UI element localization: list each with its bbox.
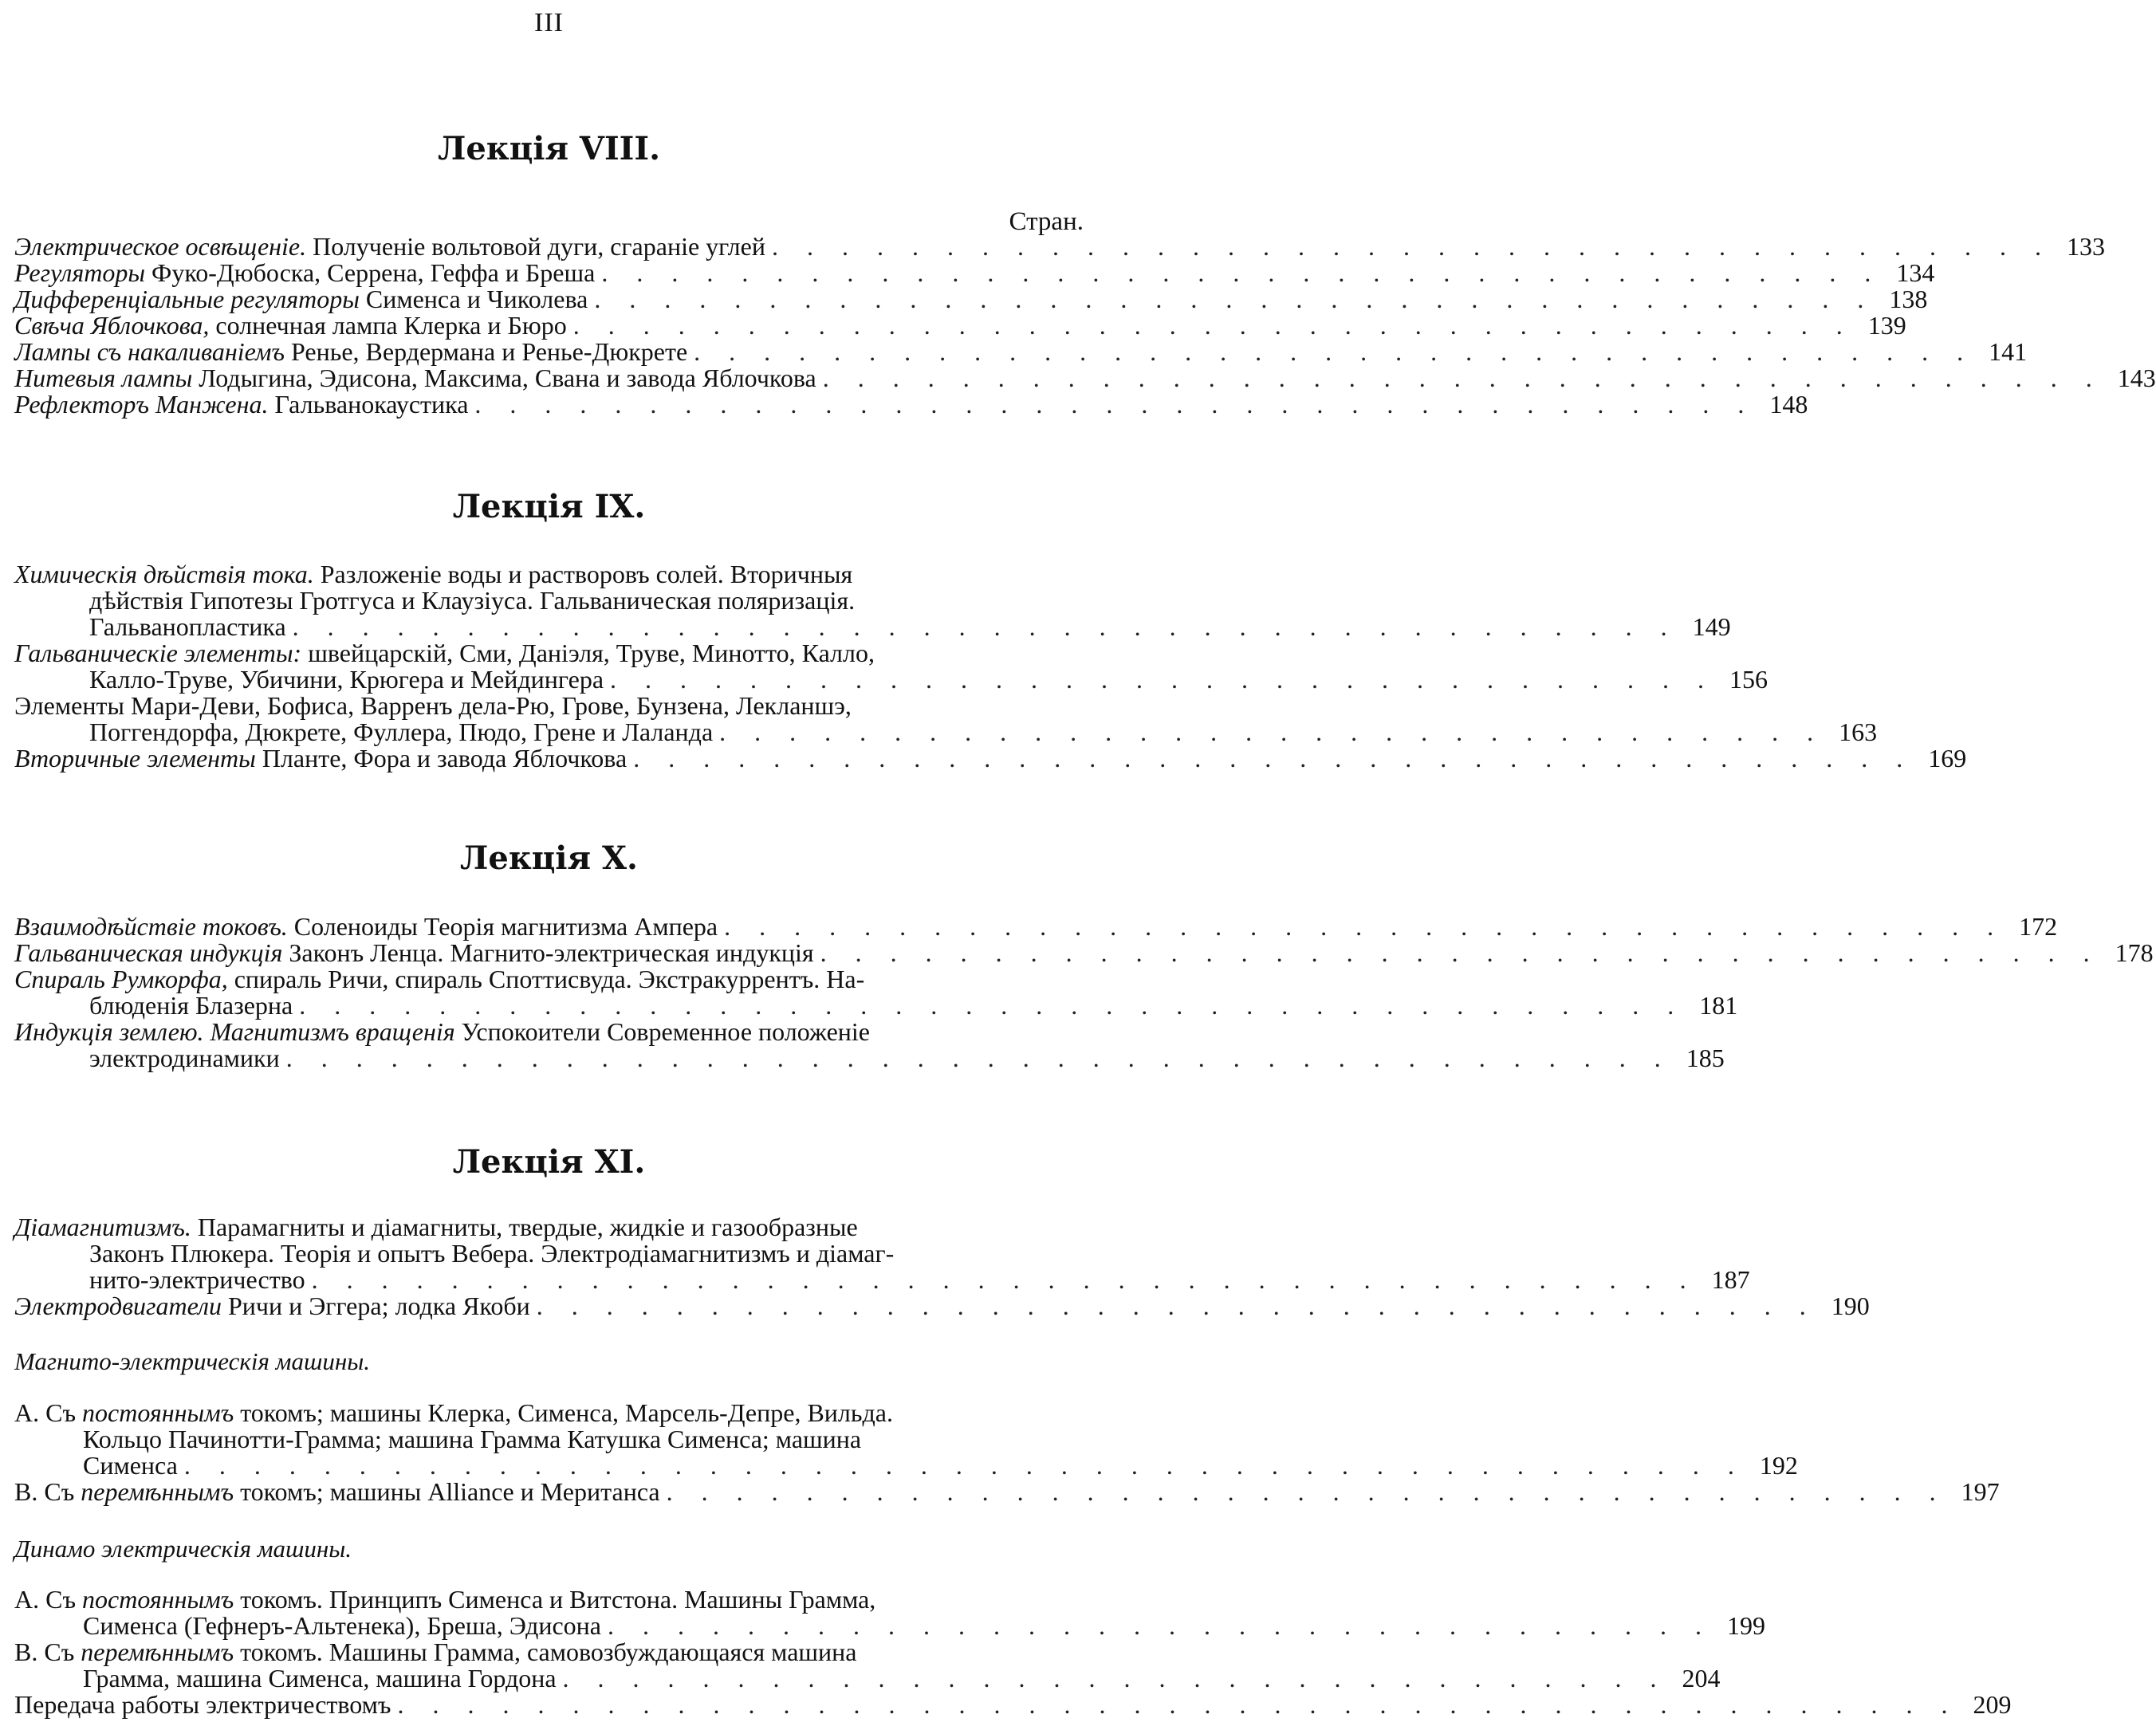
entry-italic: Электрическое освѣщеніе. [14,232,307,261]
toc-entry [14,285,1928,313]
entry-continuation: Гальванопластика [89,612,286,641]
lecture-title: Лекція VIII. [437,130,661,167]
toc-entry [14,1398,1798,1480]
entry-continuation: Кольцо Пачинотти-Грамма; машина Грамма Катушка Сименса; машина [83,1425,862,1453]
entry-text: спираль Ричи, спираль Споттисвуда. Экстракуррентъ. На- [227,965,865,993]
entry-text: Законъ Ленца. Магнито-электрическая индукція [282,938,814,967]
entry-italic: Нитевыя лампы [14,364,193,392]
toc-entry [14,691,1878,746]
toc-entry [14,337,2028,366]
entry-continuation: Грамма, машина Сименса, машина Гордона [83,1664,557,1693]
entry-prefix: B. Съ [14,1477,81,1506]
toc-entry [14,311,1906,340]
entry-italic: постояннымъ [82,1585,234,1614]
entry-page: 139 [1867,311,1906,340]
entry-italic: Вторичные элементы [14,744,256,773]
entry-continuation: нито-электричество [89,1265,305,1294]
entry-italic: Гальваническіе элементы: [14,639,302,667]
entry-text: Ренье, Вердермана и Ренье-Дюкрете [285,337,688,366]
entry-text: Планте, Фора и завода Яблочкова [255,744,628,773]
entry-page: 141 [1989,337,2028,366]
entry-continuation: электродинамики [89,1044,280,1072]
leader-dots: . . . . . . . . . . . . . . . . . . . . . . . . . . . . . . . . . . . . . [633,744,1914,773]
toc-entry [14,258,1935,287]
entry-page: 169 [1928,744,1967,773]
entry-text: Ричи и Эггера; лодка Якоби [221,1292,530,1320]
leader-dots: . . . . . . . . . . . . . . . . . . . . . . . . . . . . . . . . . . . . . . . . [285,1044,1672,1072]
entry-text: Фуко-Дюбоска, Серрена, Геффа и Бреша [145,258,596,287]
entry-text: Элементы Мари-Деви, Бофиса, Варренъ дела-Рю, Грове, Бунзена, Лекланшэ, [14,691,852,720]
leader-dots: . . . . . . . . . . . . . . . . . . . . . . . . . . . . . . . . . . . . . [820,938,2101,967]
leader-dots: . . . . . . . . . . . . . . . . . . . . . . . . . . . . . . . . . . . . . [724,912,2005,941]
entry-italic: Взаимодѣйствіе токовъ. [14,912,288,941]
entry-text: швейцарскій, Сми, Даніэля, Труве, Минотто, Калло, [301,639,875,667]
lecture-title: Лекція IX. [452,488,646,525]
page-column-header: Стран. [1009,207,1084,236]
toc-entry [14,1637,1721,1693]
entry-text: токомъ; машины Alliance и Меританса [234,1477,660,1506]
leader-dots: . . . . . . . . . . . . . . . . . . . . . . . . . . . . . . . . . . . . . [666,1477,1947,1506]
entry-italic: перемѣннымъ [81,1477,234,1506]
leader-dots: . . . . . . . . . . . . . . . . . . . . . . . . . . . . . . . . . . . . . [572,311,1854,340]
entry-text: токомъ. Машины Грамма, самовозбуждающаяся машина [234,1637,857,1666]
entry-continuation: Сименса (Гефнеръ-Альтенека), Бреша, Эдисона [83,1611,601,1640]
entry-italic: перемѣннымъ [81,1637,234,1666]
entry-text: Парамагниты и діамагниты, твердые, жидкіе и газообразные [191,1213,858,1241]
entry-italic: Электродвигатели [14,1292,222,1320]
entry-italic: Спираль Румкорфа, [14,965,228,993]
section-heading: Магнито-электрическія машины. [14,1347,370,1375]
toc-entry [14,912,2058,941]
entry-page: 148 [1769,390,1808,419]
entry-page: 185 [1686,1044,1725,1072]
entry-continuation: дѣйствія Гипотезы Гротгуса и Клаузіуса. Гальваническая поляризація. [89,586,856,615]
leader-dots: . . . . . . . . . . . . . . . . . . . . . . . . . . . . . . . . . . . . . [771,232,2052,261]
entry-continuation: Сименса [83,1451,178,1480]
entry-page: 134 [1896,258,1935,287]
entry-italic: Рефлекторъ Манжена. [14,390,269,419]
entry-italic: Гальваническая индукція [14,938,283,967]
lecture-title: Лекція XI. [452,1143,646,1181]
entry-continuation: Поггендорфа, Дюкрете, Фуллера, Пюдо, Грене и Лаланда [89,718,714,746]
entry-text: Соленоиды Теорія магнитизма Ампера [287,912,718,941]
leader-dots: . . . . . . . . . . . . . . . . . . . . . . . . . . . . . . . . [719,718,1825,746]
entry-page: 138 [1889,285,1928,313]
entry-italic: Индукція землею. Магнитизмъ вращенія [14,1017,455,1046]
toc-entry [14,560,1731,641]
entry-page: 133 [2066,232,2105,261]
entry-text: Передача работы электричествомъ [14,1690,391,1719]
leader-dots: . . . . . . . . . . . . . . . . . . . . . . . . . . . . . . . . . . . . . [694,337,1975,366]
entry-text: Полученіе вольтовой дуги, сгараніе углей [306,232,765,261]
entry-page: 187 [1711,1265,1750,1294]
page-number: III [534,8,564,37]
leader-dots: . . . . . . . . . . . . . . . . . . . . . . . . . . . . . . . . . . . . . . . . . . . . . [397,1690,1959,1719]
leader-dots: . . . . . . . . . . . . . . . . . . . . . . . . . . . . . . . . . . . . . [474,390,1756,419]
leader-dots: . . . . . . . . . . . . . . . . . . . . . . . . . . . . . . . . [562,1664,1668,1693]
leader-dots: . . . . . . . . . . . . . . . . . . . . . . . . . . . . . . . . . . . . . . . . . . . . . [183,1451,1745,1480]
entry-italic: постояннымъ [82,1398,234,1427]
entry-text: Сименса и Чиколева [359,285,588,313]
entry-italic: Лампы съ накаливаніемъ [14,337,285,366]
entry-italic: Свѣча Яблочкова, [14,311,210,340]
toc-entry [14,639,1768,694]
entry-text: Разложеніе воды и растворовъ солей. Вторичныя [313,560,853,588]
toc-entry [14,390,1808,419]
entry-page: 143 [2117,364,2156,392]
toc-entry [14,364,2156,392]
entry-page: 156 [1729,665,1768,694]
entry-prefix: A. Съ [14,1398,82,1427]
leader-dots: . . . . . . . . . . . . . . . . . . . . . . . . . . . . . . . . . . . . . [536,1292,1817,1320]
entry-page: 190 [1831,1292,1870,1320]
toc-entry [14,1585,1765,1640]
toc-entry [14,1017,1725,1072]
entry-continuation: Калло-Труве, Убичини, Крюгера и Мейдингера [89,665,604,694]
entry-page: 149 [1692,612,1731,641]
entry-page: 172 [2019,912,2058,941]
entry-page: 199 [1727,1611,1765,1640]
toc-entry [14,938,2154,967]
toc-entry [14,1690,2012,1719]
entry-text: солнечная лампа Клерка и Бюро [209,311,567,340]
entry-italic: Регуляторы [14,258,146,287]
entry-text: токомъ. Принципъ Сименса и Витстона. Машины Грамма, [234,1585,876,1614]
entry-prefix: A. Съ [14,1585,82,1614]
entry-continuation: блюденія Блазерна [89,991,293,1020]
entry-page: 181 [1699,991,1738,1020]
toc-entry [14,1292,1870,1320]
toc-entry [14,965,1738,1020]
toc-entry [14,744,1967,773]
entry-page: 209 [1973,1690,2012,1719]
leader-dots: . . . . . . . . . . . . . . . . . . . . . . . . . . . . . . . . . . . . . . . . [299,991,1686,1020]
lecture-title: Лекція X. [460,839,638,877]
entry-italic: Діамагнитизмъ. [14,1213,191,1241]
entry-continuation: Законъ Плюкера. Теорія и опытъ Вебера. Электродіамагнитизмъ и діамаг- [89,1239,895,1268]
entry-text: Гальванокаустика [268,390,469,419]
leader-dots: . . . . . . . . . . . . . . . . . . . . . . . . . . . . . . . . . . . . . [594,285,1875,313]
entry-italic: Химическія дѣйствія тока. [14,560,314,588]
leader-dots: . . . . . . . . . . . . . . . . . . . . . . . . . . . . . . . . . . . . . [822,364,2103,392]
entry-page: 197 [1961,1477,2000,1506]
entry-text: токомъ; машины Клерка, Сименса, Марсель-Депре, Вильда. [234,1398,893,1427]
toc-entry [14,1477,2000,1506]
leader-dots: . . . . . . . . . . . . . . . . . . . . . . . . . . . . . . . . . . . . . [601,258,1883,287]
leader-dots: . . . . . . . . . . . . . . . . . . . . . . . . . . . . . . . . . . . . . . . . [311,1265,1698,1294]
entry-prefix: B. Съ [14,1637,81,1666]
entry-italic: Дифференціальные регуляторы [14,285,360,313]
entry-page: 192 [1759,1451,1798,1480]
leader-dots: . . . . . . . . . . . . . . . . . . . . . . . . . . . . . . . . [610,665,1716,694]
leader-dots: . . . . . . . . . . . . . . . . . . . . . . . . . . . . . . . . . . . . . . . . [292,612,1678,641]
entry-page: 204 [1682,1664,1721,1693]
section-heading: Динамо электрическія машины. [14,1535,352,1563]
entry-page: 163 [1839,718,1878,746]
toc-entry [14,232,2105,261]
entry-text: Лодыгина, Эдисона, Максима, Свана и завода Яблочкова [192,364,816,392]
entry-page: 178 [2115,938,2154,967]
entry-text: Успокоители Современное положеніе [454,1017,870,1046]
leader-dots: . . . . . . . . . . . . . . . . . . . . . . . . . . . . . . . . [608,1611,1713,1640]
toc-entry [14,1213,1750,1294]
